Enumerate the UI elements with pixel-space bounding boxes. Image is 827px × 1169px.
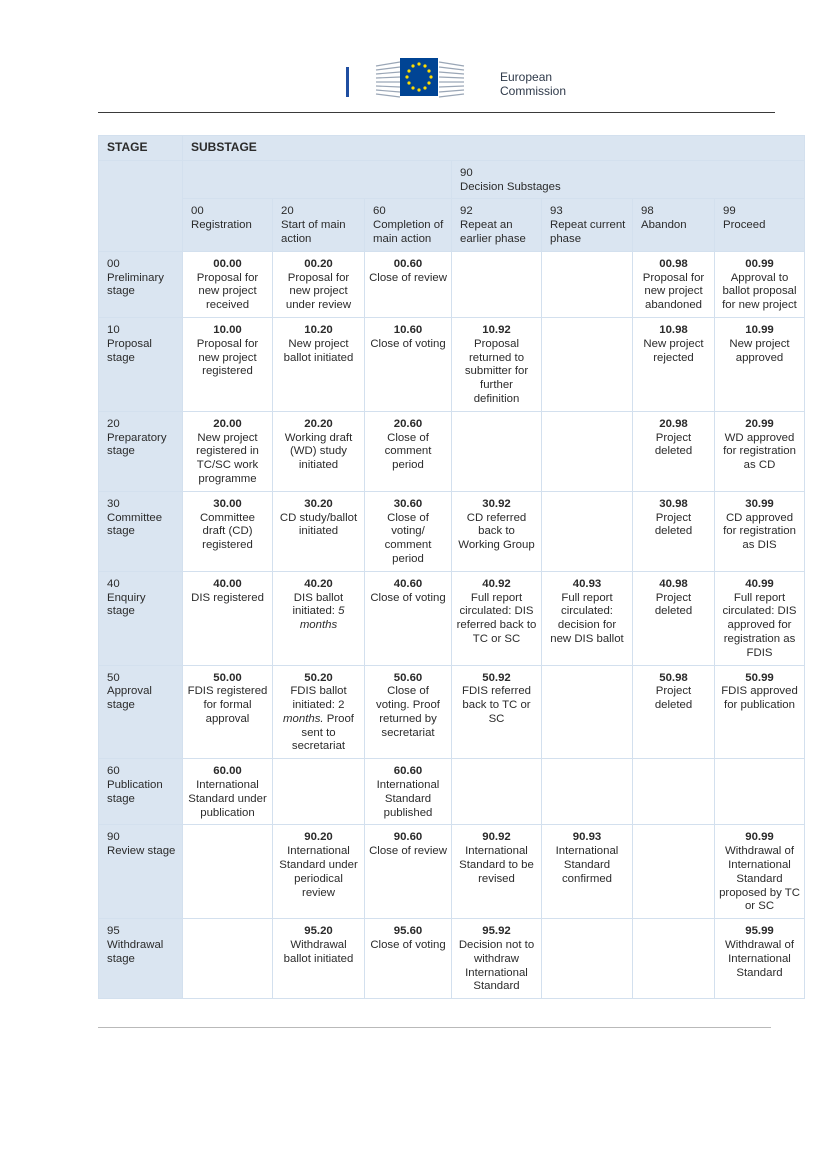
stage-substage-code: 90.60 bbox=[393, 831, 423, 844]
stage-substage-code: 00.99 bbox=[745, 257, 774, 270]
stage-substage-description bbox=[719, 512, 800, 553]
stage-substage-description bbox=[637, 432, 710, 460]
description-text: New project rejected bbox=[643, 337, 704, 364]
stage-substage-code: 30.92 bbox=[482, 497, 511, 510]
description-text: Close of comment period bbox=[384, 431, 432, 472]
header-rule bbox=[98, 112, 775, 113]
stage-substage-code: 40.98 bbox=[659, 577, 688, 590]
substage-label: Completion of main action bbox=[373, 219, 444, 245]
table-cell bbox=[273, 665, 365, 759]
description-text: Proposal for new project registered bbox=[196, 337, 259, 378]
table-cell bbox=[183, 919, 273, 999]
stage-substage-description bbox=[456, 512, 537, 553]
description-text: CD study/ballot initiated bbox=[279, 511, 358, 538]
stage-substage-code: 30.00 bbox=[213, 497, 242, 510]
table-cell bbox=[365, 251, 452, 317]
stage-substage-code: 90.92 bbox=[482, 831, 511, 844]
description-text: Withdrawal of International Standard proposed by TC or SC bbox=[719, 845, 800, 913]
stage-substage-description bbox=[277, 685, 360, 754]
table-cell bbox=[542, 759, 633, 825]
stage-substage-description bbox=[369, 845, 447, 859]
stage-label: Approval stage bbox=[107, 685, 152, 712]
table-row bbox=[99, 919, 805, 999]
stage-substage-description bbox=[369, 338, 447, 352]
stage-substage-code: 40.60 bbox=[393, 577, 423, 590]
decision-substages-header bbox=[452, 160, 805, 199]
stage-cell-60 bbox=[99, 759, 183, 825]
table-cell bbox=[273, 317, 365, 411]
stage-label: Committee stage bbox=[107, 511, 163, 538]
stage-substage-description bbox=[187, 685, 268, 726]
stage-substage-description bbox=[187, 432, 268, 487]
table-cell bbox=[183, 571, 273, 665]
stage-substage-description bbox=[369, 939, 447, 953]
table-cell bbox=[273, 491, 365, 571]
stage-label: Enquiry stage bbox=[107, 591, 146, 618]
table-cell bbox=[365, 825, 452, 919]
substage-label: Repeat an earlier phase bbox=[460, 219, 526, 245]
stage-substage-code: 30.98 bbox=[659, 497, 688, 510]
stage-substage-description bbox=[546, 845, 628, 886]
substage-header-00 bbox=[183, 199, 273, 251]
stage-substage-description bbox=[369, 592, 447, 606]
substage-header-60 bbox=[365, 199, 452, 251]
table-cell bbox=[365, 411, 452, 491]
description-text: Working draft (WD) study initiated bbox=[284, 431, 353, 472]
stage-substage-code: 00.20 bbox=[304, 257, 333, 270]
stage-substage-code: 40.20 bbox=[304, 577, 333, 590]
logo-line-1: European bbox=[500, 70, 553, 84]
description-text: CD approved for registration as DIS bbox=[723, 511, 796, 552]
stage-code: 10 bbox=[107, 323, 120, 336]
table-cell bbox=[365, 571, 452, 665]
stage-cell-30 bbox=[99, 491, 183, 571]
table-body bbox=[99, 251, 805, 998]
substage-label: Abandon bbox=[641, 219, 687, 232]
description-text: New project registered in TC/SC work programme bbox=[196, 431, 259, 485]
substage-header-99 bbox=[715, 199, 805, 251]
table-cell bbox=[273, 825, 365, 919]
table-cell bbox=[452, 571, 542, 665]
stage-codes-table-wrapper bbox=[98, 135, 804, 999]
stage-code: 90 bbox=[107, 831, 120, 844]
decision-header-row bbox=[99, 160, 805, 199]
description-text: Proposal returned to submitter for further definition bbox=[464, 337, 529, 405]
stage-substage-description bbox=[719, 685, 800, 713]
table-cell bbox=[633, 251, 715, 317]
stage-substage-code: 20.00 bbox=[213, 417, 242, 430]
description-text: Full report circulated: decision for new DIS ballot bbox=[550, 591, 624, 645]
stage-substage-description bbox=[277, 338, 360, 366]
main-substage-spacer bbox=[183, 160, 452, 199]
table-cell bbox=[715, 571, 805, 665]
stage-substage-code: 50.60 bbox=[393, 671, 423, 684]
table-cell bbox=[273, 411, 365, 491]
substage-label: Start of main action bbox=[281, 219, 346, 245]
stage-substage-code: 60.60 bbox=[393, 765, 423, 778]
stage-substage-description bbox=[637, 338, 710, 366]
description-text: Committee draft (CD) registered bbox=[199, 511, 256, 552]
description-text: International Standard under periodical review bbox=[279, 845, 358, 899]
table-cell bbox=[542, 317, 633, 411]
description-text: Close of voting bbox=[370, 939, 446, 952]
header-accent-bar bbox=[346, 67, 349, 97]
stage-substage-description bbox=[277, 845, 360, 900]
stage-substage-description bbox=[369, 272, 447, 286]
substage-code: 20 bbox=[281, 205, 294, 218]
table-cell bbox=[365, 665, 452, 759]
stage-cell-00 bbox=[99, 251, 183, 317]
description-text-after: Proof sent to secretariat bbox=[291, 712, 354, 753]
table-cell bbox=[183, 317, 273, 411]
stage-substage-description bbox=[277, 592, 360, 633]
stage-substage-code: 50.92 bbox=[482, 671, 511, 684]
table-cell bbox=[542, 571, 633, 665]
table-cell bbox=[273, 919, 365, 999]
description-text: Proposal for new project abandoned bbox=[642, 271, 705, 312]
stage-substage-code: 10.99 bbox=[745, 323, 774, 336]
table-cell bbox=[633, 919, 715, 999]
stage-code: 20 bbox=[107, 417, 120, 430]
table-cell bbox=[715, 825, 805, 919]
stage-substage-code: 60.00 bbox=[213, 765, 242, 778]
stage-substage-description bbox=[187, 779, 268, 820]
description-text: Decision not to withdraw International Standard bbox=[458, 939, 535, 993]
table-cell bbox=[542, 411, 633, 491]
description-text: Project deleted bbox=[654, 685, 693, 712]
stage-substage-description bbox=[637, 272, 710, 313]
description-text: Full report circulated: DIS approved for registration as FDIS bbox=[722, 591, 797, 659]
stage-substage-code: 20.99 bbox=[745, 417, 774, 430]
table-cell bbox=[633, 317, 715, 411]
page-header bbox=[0, 0, 827, 112]
stage-substage-code: 10.60 bbox=[393, 323, 423, 336]
description-text: FDIS approved for publication bbox=[721, 685, 798, 712]
substage-header-row bbox=[99, 199, 805, 251]
description-text: International Standard under publication bbox=[188, 779, 267, 819]
description-text: Withdrawal ballot initiated bbox=[283, 939, 354, 965]
substage-code: 98 bbox=[641, 205, 654, 218]
table-cell bbox=[542, 919, 633, 999]
stage-substage-description bbox=[546, 592, 628, 647]
stage-substage-description bbox=[277, 939, 360, 967]
decision-label: Decision Substages bbox=[460, 180, 561, 193]
substage-label: Registration bbox=[191, 219, 252, 232]
stage-code: 40 bbox=[107, 577, 120, 590]
stage-substage-code: 90.93 bbox=[572, 831, 602, 844]
stage-substage-description bbox=[719, 592, 800, 661]
stage-substage-code: 10.00 bbox=[213, 323, 242, 336]
table-row bbox=[99, 759, 805, 825]
stage-substage-description bbox=[456, 592, 537, 647]
stage-substage-description bbox=[456, 845, 537, 886]
stage-substage-code: 40.93 bbox=[572, 577, 602, 590]
table-cell bbox=[273, 759, 365, 825]
stage-substage-code: 90.99 bbox=[745, 831, 774, 844]
stage-substage-description bbox=[187, 512, 268, 553]
stage-substage-code: 00.00 bbox=[213, 257, 242, 270]
stage-substage-description bbox=[637, 512, 710, 540]
stage-cell-10 bbox=[99, 317, 183, 411]
stage-substage-code: 40.99 bbox=[745, 577, 774, 590]
stage-substage-description bbox=[187, 338, 268, 379]
description-text: New project ballot initiated bbox=[283, 337, 354, 364]
stage-label: Withdrawal stage bbox=[107, 939, 164, 965]
stage-substage-description bbox=[369, 432, 447, 473]
substage-code: 00 bbox=[191, 205, 204, 218]
table-cell bbox=[183, 411, 273, 491]
substage-header-98 bbox=[633, 199, 715, 251]
logo-line-2: Commission bbox=[500, 84, 567, 98]
table-cell bbox=[715, 759, 805, 825]
table-row bbox=[99, 571, 805, 665]
description-text: CD referred back to Working Group bbox=[458, 511, 535, 552]
table-cell bbox=[273, 571, 365, 665]
substage-code: 93 bbox=[550, 205, 563, 218]
stage-label: Review stage bbox=[107, 845, 176, 858]
stage-substage-description bbox=[719, 845, 800, 914]
stage-substage-description bbox=[719, 272, 800, 313]
description-text: Close of review bbox=[369, 271, 447, 284]
stage-header-spacer bbox=[99, 160, 183, 251]
stage-substage-code: 90.20 bbox=[304, 831, 333, 844]
stage-substage-code: 95.92 bbox=[482, 925, 511, 938]
table-cell bbox=[365, 919, 452, 999]
table-cell bbox=[452, 665, 542, 759]
table-cell bbox=[633, 571, 715, 665]
stage-substage-code: 50.99 bbox=[745, 671, 774, 684]
table-row bbox=[99, 825, 805, 919]
description-text: DIS ballot initiated: bbox=[292, 591, 344, 618]
stage-substage-description bbox=[277, 512, 360, 540]
description-text: Project deleted bbox=[654, 511, 693, 538]
stage-code: 30 bbox=[107, 497, 120, 510]
description-text: Full report circulated: DIS referred back to TC or SC bbox=[456, 591, 537, 645]
stage-substage-description bbox=[187, 592, 268, 606]
stage-substage-code: 95.20 bbox=[304, 925, 333, 938]
description-text: FDIS referred back to TC or SC bbox=[462, 685, 531, 725]
table-row bbox=[99, 491, 805, 571]
stage-label: Proposal stage bbox=[107, 337, 152, 364]
table-cell bbox=[365, 491, 452, 571]
substage-code: 92 bbox=[460, 205, 473, 218]
table-cell bbox=[183, 825, 273, 919]
table-cell bbox=[542, 825, 633, 919]
substage-header-92 bbox=[452, 199, 542, 251]
table-cell bbox=[542, 665, 633, 759]
ec-logo-text bbox=[500, 70, 566, 98]
description-text: Close of voting bbox=[370, 591, 446, 604]
stage-code: 00 bbox=[107, 257, 120, 270]
substage-code: 99 bbox=[723, 205, 736, 218]
stage-substage-description bbox=[369, 685, 447, 740]
stage-substage-code: 20.20 bbox=[304, 417, 333, 430]
stage-substage-description bbox=[456, 685, 537, 726]
table-cell bbox=[365, 759, 452, 825]
stage-substage-description bbox=[719, 939, 800, 980]
ec-building-logo-icon bbox=[372, 52, 467, 100]
table-cell bbox=[183, 759, 273, 825]
description-text: WD approved for registration as CD bbox=[723, 431, 796, 472]
stage-code: 50 bbox=[107, 671, 120, 684]
description-text: International Standard published bbox=[376, 779, 440, 819]
stage-substage-code: 50.00 bbox=[213, 671, 242, 684]
stage-substage-code: 50.20 bbox=[304, 671, 333, 684]
stage-substage-code: 40.00 bbox=[213, 577, 242, 590]
table-cell bbox=[452, 411, 542, 491]
stage-substage-description bbox=[277, 432, 360, 473]
stage-code: 95 bbox=[107, 925, 120, 938]
stage-header: STAGE bbox=[99, 136, 183, 161]
stage-substage-code: 20.98 bbox=[659, 417, 688, 430]
table-cell bbox=[633, 665, 715, 759]
stage-cell-95 bbox=[99, 919, 183, 999]
description-text: Close of voting. Proof returned by secretariat bbox=[376, 685, 440, 739]
substage-header: SUBSTAGE bbox=[183, 136, 805, 161]
stage-codes-table bbox=[98, 135, 805, 999]
stage-substage-code: 00.60 bbox=[393, 257, 423, 270]
table-cell bbox=[633, 759, 715, 825]
table-cell bbox=[715, 251, 805, 317]
table-cell bbox=[452, 825, 542, 919]
table-cell bbox=[715, 411, 805, 491]
stage-substage-description bbox=[456, 939, 537, 994]
stage-substage-description bbox=[187, 272, 268, 313]
stage-substage-code: 30.99 bbox=[745, 497, 774, 510]
description-text: Close of review bbox=[369, 845, 447, 858]
stage-substage-description bbox=[637, 592, 710, 620]
stage-substage-code: 95.60 bbox=[393, 925, 423, 938]
stage-substage-description bbox=[369, 779, 447, 820]
table-cell bbox=[452, 759, 542, 825]
table-cell bbox=[273, 251, 365, 317]
table-cell bbox=[452, 251, 542, 317]
table-cell bbox=[542, 251, 633, 317]
stage-substage-code: 10.92 bbox=[482, 323, 511, 336]
table-cell bbox=[183, 251, 273, 317]
table-cell bbox=[452, 491, 542, 571]
footer-rule bbox=[98, 1027, 771, 1028]
description-text: Proposal for new project received bbox=[196, 271, 259, 312]
stage-cell-50 bbox=[99, 665, 183, 759]
stage-substage-description bbox=[637, 685, 710, 713]
substage-header-93 bbox=[542, 199, 633, 251]
stage-substage-code: 50.98 bbox=[659, 671, 688, 684]
substage-header-20 bbox=[273, 199, 365, 251]
table-header-row bbox=[99, 136, 805, 161]
table-cell bbox=[183, 491, 273, 571]
description-text: DIS registered bbox=[191, 591, 264, 604]
stage-cell-40 bbox=[99, 571, 183, 665]
stage-cell-20 bbox=[99, 411, 183, 491]
stage-substage-description bbox=[719, 338, 800, 366]
stage-substage-code: 30.20 bbox=[304, 497, 333, 510]
description-text: Project deleted bbox=[654, 431, 693, 458]
description-text: FDIS ballot initiated: 2 bbox=[290, 685, 347, 712]
table-cell bbox=[715, 665, 805, 759]
table-cell bbox=[452, 317, 542, 411]
table-cell bbox=[633, 825, 715, 919]
stage-substage-description bbox=[277, 272, 360, 313]
description-text: Close of voting/ comment period bbox=[384, 511, 432, 565]
stage-substage-code: 30.60 bbox=[393, 497, 423, 510]
description-text: Close of voting bbox=[370, 337, 446, 350]
table-row bbox=[99, 665, 805, 759]
stage-substage-description bbox=[456, 338, 537, 407]
description-text: FDIS registered for formal approval bbox=[187, 685, 268, 725]
table-cell bbox=[183, 665, 273, 759]
table-cell bbox=[633, 411, 715, 491]
substage-label: Repeat current phase bbox=[550, 219, 626, 245]
stage-cell-90 bbox=[99, 825, 183, 919]
substage-label: Proceed bbox=[723, 219, 766, 232]
description-text: Withdrawal of International Standard bbox=[724, 939, 794, 979]
description-text: International Standard to be revised bbox=[459, 845, 534, 885]
stage-code: 60 bbox=[107, 765, 120, 778]
description-text: New project approved bbox=[729, 337, 790, 364]
description-emphasis: 5 months bbox=[299, 605, 345, 632]
table-cell bbox=[542, 491, 633, 571]
stage-substage-description bbox=[369, 512, 447, 567]
stage-substage-code: 20.60 bbox=[393, 417, 423, 430]
table-row bbox=[99, 317, 805, 411]
description-text: Proposal for new project under review bbox=[285, 271, 352, 312]
stage-label: Publication stage bbox=[107, 779, 163, 805]
description-text: Project deleted bbox=[654, 591, 693, 618]
stage-substage-code: 10.20 bbox=[304, 323, 333, 336]
stage-label: Preliminary stage bbox=[107, 271, 164, 298]
table-cell bbox=[452, 919, 542, 999]
table-row bbox=[99, 251, 805, 317]
stage-label: Preparatory stage bbox=[107, 431, 167, 458]
substage-code: 60 bbox=[373, 205, 386, 218]
table-cell bbox=[715, 317, 805, 411]
decision-code: 90 bbox=[460, 166, 473, 179]
description-emphasis: months. bbox=[283, 712, 324, 725]
description-text: Approval to ballot proposal for new project bbox=[722, 271, 797, 312]
table-cell bbox=[365, 317, 452, 411]
stage-substage-code: 95.99 bbox=[745, 925, 774, 938]
table-cell bbox=[715, 919, 805, 999]
description-text: International Standard confirmed bbox=[555, 845, 619, 885]
stage-substage-code: 10.98 bbox=[659, 323, 688, 336]
stage-substage-description bbox=[719, 432, 800, 473]
table-row bbox=[99, 411, 805, 491]
stage-substage-code: 00.98 bbox=[659, 257, 688, 270]
stage-substage-code: 40.92 bbox=[482, 577, 511, 590]
table-cell bbox=[633, 491, 715, 571]
table-cell bbox=[715, 491, 805, 571]
